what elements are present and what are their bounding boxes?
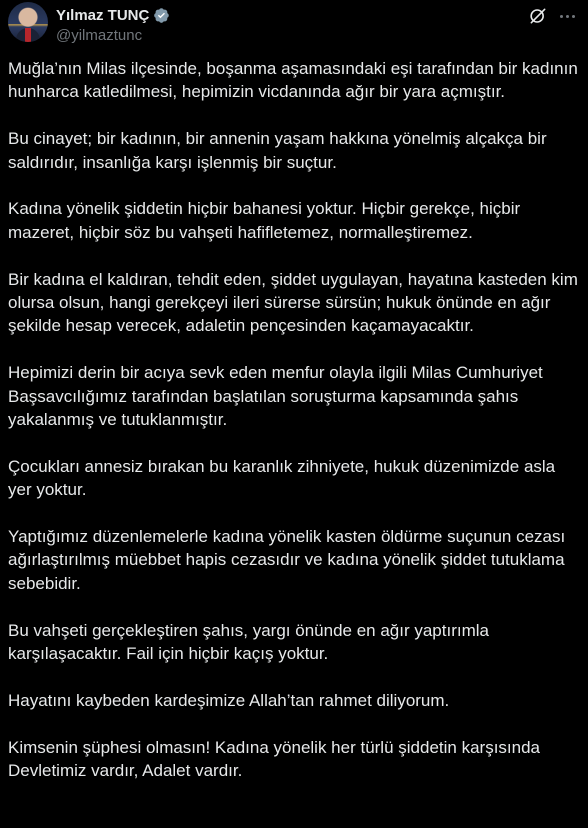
- tweet-paragraph: Yaptığımız düzenlemelerle kadına yönelik kasten öldürme suçunun cezası ağırlaştırılmış müebbet hapis cezasıdır ve kadına yönelik şiddet tutuklama sebebidir.: [8, 527, 566, 593]
- tweet-paragraph: Hayatını kaybeden kardeşimize Allah’tan rahmet diliyorum.: [8, 690, 450, 710]
- tweet-paragraph: Bir kadına el kaldıran, tehdit eden, şiddet uygulayan, hayatına kasteden kim olursa olsun, hangi gerekçeyi ileri sürerse sürsün; hukuk önünde en ağır şekilde hesap verecek, adaletin pençesinden kaçamayacaktır.: [8, 269, 578, 336]
- more-dot-icon: [572, 15, 575, 18]
- tweet-paragraph: Muğla’nın Milas ilçesinde, boşanma aşamasındaki eşi tarafından bir kadının hunharca katledilmesi, hepimizin vicdanında ağır bir yara açmıştır.: [8, 59, 578, 102]
- verified-badge-icon: [153, 7, 170, 24]
- tweet-paragraph: Hepimizi derin bir acıya sevk eden menfur olayla ilgili Milas Cumhuriyet Başsavcılığımız tarafından başlatılan soruşturma kapsamında şahıs yakalanmış ve tutuklanmıştır.: [8, 363, 543, 430]
- more-options-icon[interactable]: [556, 6, 578, 26]
- tweet-paragraph: Kadına yönelik şiddetin hiçbir bahanesi yoktur. Hiçbir gerekçe, hiçbir mazeret, hiçbir söz bu vahşeti hafifletemez, normalleştiremez.: [8, 199, 521, 242]
- more-dot-icon: [566, 15, 569, 18]
- author-name-row: [56, 5, 170, 25]
- author-handle[interactable]: @yilmaztunc: [56, 27, 143, 44]
- tweet-paragraph: Çocukları annesiz bırakan bu karanlık zihniyete, hukuk düzenimizde asla yer yoktur.: [8, 456, 556, 500]
- tweet-paragraph: Bu vahşeti gerçekleştiren şahıs, yargı önünde en ağır yaptırımla karşılaşacaktır. Fail için hiçbir kaçış yoktur.: [8, 620, 489, 664]
- more-dot-icon: [560, 15, 563, 18]
- grok-icon[interactable]: [528, 6, 548, 26]
- tweet-text: [8, 57, 580, 806]
- author-display-name[interactable]: Yılmaz TUNÇ: [56, 6, 150, 24]
- avatar[interactable]: [8, 2, 48, 42]
- tweet-header: [0, 0, 588, 52]
- tweet-paragraph: Kimsenin şüphesi olmasın! Kadına yönelik her türlü şiddetin karşısında Devletimiz vardır, Adalet vardır.: [8, 737, 541, 781]
- tweet-paragraph: Bu cinayet; bir kadının, bir annenin yaşam hakkına yönelmiş alçakça bir saldırıdır, insanlığa karşı işlenmiş bir suçtur.: [8, 129, 547, 172]
